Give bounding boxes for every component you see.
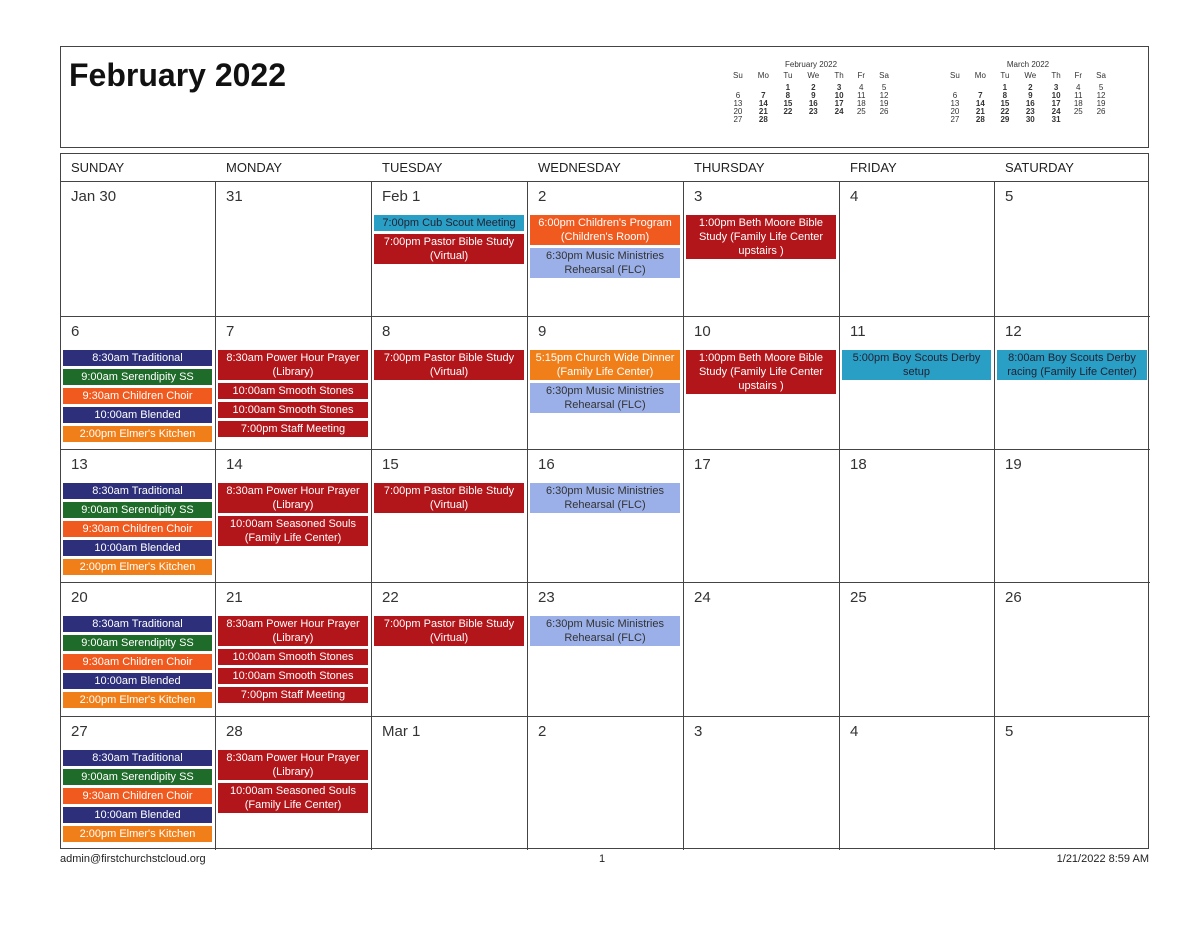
day-number: 20 bbox=[71, 589, 88, 606]
calendar-event[interactable]: 2:00pm Elmer's Kitchen bbox=[63, 559, 212, 575]
day-number: 6 bbox=[71, 323, 80, 340]
day-cell[interactable] bbox=[684, 717, 840, 850]
day-number: Feb 1 bbox=[382, 188, 421, 205]
calendar-event[interactable]: 10:00am Smooth Stones bbox=[218, 402, 368, 418]
event-list bbox=[218, 616, 368, 706]
calendar-event[interactable]: 7:00pm Staff Meeting bbox=[218, 687, 368, 703]
calendar-event[interactable]: 6:30pm Music Ministries Rehearsal (FLC) bbox=[530, 483, 680, 513]
mini-day[interactable] bbox=[850, 116, 872, 124]
event-list bbox=[530, 215, 680, 281]
mini-day[interactable]: 7 bbox=[761, 91, 766, 100]
event-list bbox=[686, 215, 836, 262]
mini-day[interactable]: 2 bbox=[811, 83, 816, 92]
day-number: 4 bbox=[850, 188, 859, 205]
day-cell[interactable] bbox=[840, 317, 995, 450]
event-list bbox=[374, 616, 524, 649]
calendar-event[interactable]: 5:15pm Church Wide Dinner (Family Life Center) bbox=[530, 350, 680, 380]
mini-day[interactable]: 1 bbox=[785, 83, 791, 92]
calendar-event[interactable]: 7:00pm Pastor Bible Study (Virtual) bbox=[374, 483, 524, 513]
day-number: 10 bbox=[694, 323, 711, 340]
mini-day[interactable]: 10 bbox=[834, 91, 844, 100]
day-number: 31 bbox=[226, 188, 243, 205]
day-number: 25 bbox=[850, 589, 867, 606]
day-cell[interactable] bbox=[61, 182, 216, 317]
weekday-header-row bbox=[61, 154, 1148, 182]
event-list bbox=[842, 350, 991, 383]
weekday-header-wednesday: WEDNESDAY bbox=[538, 160, 621, 175]
calendar-event[interactable]: 1:00pm Beth Moore Bible Study (Family Life Center upstairs ) bbox=[686, 215, 836, 259]
calendar-event[interactable]: 10:00am Seasoned Souls (Family Life Center) bbox=[218, 516, 368, 546]
footer-page-number: 1 bbox=[599, 853, 606, 865]
day-number: 15 bbox=[382, 456, 399, 473]
day-cell[interactable] bbox=[216, 450, 372, 583]
mini-day[interactable]: 24 bbox=[1051, 107, 1061, 116]
day-number: 24 bbox=[694, 589, 711, 606]
mini-day[interactable]: 12 bbox=[1096, 91, 1106, 100]
calendar-event[interactable]: 7:00pm Staff Meeting bbox=[218, 421, 368, 437]
day-number: 14 bbox=[226, 456, 243, 473]
mini-weekday-label: Th bbox=[1051, 71, 1061, 80]
calendar-event[interactable]: 8:00am Boy Scouts Derby racing (Family Life Center) bbox=[997, 350, 1147, 380]
mini-calendar-title: February 2022 bbox=[784, 60, 838, 69]
calendar-event[interactable]: 10:00am Smooth Stones bbox=[218, 383, 368, 399]
calendar-event[interactable]: 9:30am Children Choir bbox=[63, 521, 212, 537]
mini-day[interactable]: 21 bbox=[975, 107, 985, 116]
month-grid bbox=[60, 153, 1149, 849]
mini-day[interactable]: 15 bbox=[783, 99, 793, 108]
calendar-event[interactable]: 10:00am Smooth Stones bbox=[218, 649, 368, 665]
mini-weekday-label: Su bbox=[950, 71, 960, 80]
day-cell[interactable] bbox=[528, 317, 684, 450]
day-number: 3 bbox=[694, 723, 703, 740]
mini-day[interactable]: 16 bbox=[808, 99, 818, 108]
mini-day[interactable]: 26 bbox=[879, 107, 889, 116]
day-number: 21 bbox=[226, 589, 243, 606]
event-list bbox=[374, 483, 524, 516]
calendar-event[interactable]: 6:00pm Children's Program (Children's Room) bbox=[530, 215, 680, 245]
mini-weekday-label: Sa bbox=[879, 71, 889, 80]
day-cell[interactable] bbox=[216, 717, 372, 850]
day-number: 8 bbox=[382, 323, 391, 340]
mini-day[interactable]: 5 bbox=[1098, 83, 1104, 92]
mini-day[interactable]: 28 bbox=[975, 115, 985, 124]
mini-day[interactable]: 4 bbox=[1076, 83, 1081, 92]
calendar-event[interactable]: 8:30am Power Hour Prayer (Library) bbox=[218, 616, 368, 646]
day-cell[interactable] bbox=[995, 317, 1150, 450]
calendar-event[interactable]: 2:00pm Elmer's Kitchen bbox=[63, 692, 212, 708]
day-number: 2 bbox=[538, 188, 547, 205]
mini-day[interactable]: 25 bbox=[1073, 107, 1083, 116]
mini-day[interactable]: 25 bbox=[856, 107, 866, 116]
day-cell[interactable] bbox=[61, 583, 216, 717]
calendar-event[interactable]: 9:00am Serendipity SS bbox=[63, 635, 212, 651]
day-number: 27 bbox=[71, 723, 88, 740]
day-number: 3 bbox=[694, 188, 703, 205]
mini-day[interactable]: 6 bbox=[735, 91, 741, 100]
mini-day[interactable]: 4 bbox=[859, 83, 864, 92]
calendar-event[interactable]: 9:30am Children Choir bbox=[63, 388, 212, 404]
mini-day[interactable]: 13 bbox=[733, 99, 743, 108]
calendar-event[interactable]: 10:00am Blended bbox=[63, 540, 212, 556]
event-list bbox=[374, 215, 524, 267]
calendar-event[interactable]: 10:00am Seasoned Souls (Family Life Center) bbox=[218, 783, 368, 813]
event-list bbox=[218, 483, 368, 549]
day-cell[interactable] bbox=[528, 583, 684, 717]
mini-day[interactable]: 17 bbox=[1051, 99, 1061, 108]
mini-day[interactable]: 22 bbox=[783, 107, 793, 116]
calendar-event[interactable]: 10:00am Smooth Stones bbox=[218, 668, 368, 684]
mini-day[interactable]: 19 bbox=[879, 99, 889, 108]
calendar-event[interactable]: 9:30am Children Choir bbox=[63, 788, 212, 804]
mini-day[interactable]: 18 bbox=[856, 99, 866, 108]
mini-day[interactable]: 16 bbox=[1025, 99, 1035, 108]
mini-day[interactable]: 7 bbox=[978, 91, 983, 100]
footer-printed-timestamp: 1/21/2022 8:59 AM bbox=[1056, 853, 1149, 865]
mini-day[interactable]: 3 bbox=[1053, 83, 1059, 92]
day-cell[interactable] bbox=[995, 450, 1150, 583]
mini-weekday-label: Tu bbox=[783, 71, 793, 80]
event-list bbox=[686, 350, 836, 397]
event-list bbox=[530, 483, 680, 516]
calendar-event[interactable]: 9:00am Serendipity SS bbox=[63, 369, 212, 385]
mini-day[interactable]: 27 bbox=[733, 115, 743, 124]
day-number: 9 bbox=[538, 323, 547, 340]
mini-weekday-label: Mo bbox=[757, 71, 769, 80]
event-list bbox=[218, 350, 368, 440]
day-number: 4 bbox=[850, 723, 859, 740]
mini-day[interactable]: 23 bbox=[808, 107, 818, 116]
day-cell[interactable] bbox=[61, 450, 216, 583]
day-cell[interactable] bbox=[372, 717, 528, 850]
day-cell[interactable] bbox=[61, 317, 216, 450]
mini-day[interactable]: 20 bbox=[733, 107, 743, 116]
mini-calendar-february bbox=[726, 60, 896, 124]
day-cell[interactable] bbox=[840, 717, 995, 850]
day-number: Mar 1 bbox=[382, 723, 421, 740]
calendar-event[interactable]: 7:00pm Pastor Bible Study (Virtual) bbox=[374, 350, 524, 380]
mini-day[interactable]: 13 bbox=[950, 99, 960, 108]
calendar-event[interactable]: 8:30am Traditional bbox=[63, 750, 212, 766]
mini-day[interactable] bbox=[777, 116, 799, 124]
mini-day[interactable]: 6 bbox=[952, 91, 958, 100]
day-cell[interactable] bbox=[995, 583, 1150, 717]
calendar-event[interactable]: 6:30pm Music Ministries Rehearsal (FLC) bbox=[530, 383, 680, 413]
mini-weekday-label: Th bbox=[834, 71, 844, 80]
event-list bbox=[530, 350, 680, 416]
day-number: 12 bbox=[1005, 323, 1022, 340]
day-cell[interactable] bbox=[684, 317, 840, 450]
weekday-header-tuesday: TUESDAY bbox=[382, 160, 443, 175]
calendar-event[interactable]: 5:00pm Boy Scouts Derby setup bbox=[842, 350, 991, 380]
mini-day[interactable]: 14 bbox=[758, 99, 768, 108]
day-number: 5 bbox=[1005, 723, 1014, 740]
day-cell[interactable] bbox=[684, 450, 840, 583]
day-number: 28 bbox=[226, 723, 243, 740]
mini-weekday-label: Fr bbox=[1074, 71, 1083, 80]
mini-day[interactable]: 9 bbox=[811, 91, 816, 100]
day-number: 23 bbox=[538, 589, 555, 606]
calendar-event[interactable]: 8:30am Power Hour Prayer (Library) bbox=[218, 483, 368, 513]
mini-weekday-label: We bbox=[1024, 71, 1037, 80]
day-cell[interactable] bbox=[995, 182, 1150, 317]
mini-weekday-label: Mo bbox=[974, 71, 986, 80]
calendar-event[interactable]: 9:00am Serendipity SS bbox=[63, 769, 212, 785]
calendar-header bbox=[60, 46, 1149, 148]
mini-weekday-label: Su bbox=[733, 71, 743, 80]
mini-day[interactable]: 30 bbox=[1025, 115, 1035, 124]
calendar-event[interactable]: 10:00am Blended bbox=[63, 673, 212, 689]
calendar-event[interactable]: 8:30am Traditional bbox=[63, 350, 212, 366]
mini-day[interactable]: 21 bbox=[758, 107, 768, 116]
mini-day[interactable]: 31 bbox=[1051, 115, 1061, 124]
mini-day[interactable] bbox=[1067, 116, 1089, 124]
mini-weekday-label: Sa bbox=[1096, 71, 1106, 80]
event-list bbox=[63, 750, 212, 845]
mini-day[interactable] bbox=[799, 116, 828, 124]
mini-day[interactable]: 9 bbox=[1028, 91, 1033, 100]
day-cell[interactable] bbox=[528, 717, 684, 850]
event-list bbox=[374, 350, 524, 383]
calendar-event[interactable]: 2:00pm Elmer's Kitchen bbox=[63, 426, 212, 442]
day-cell[interactable] bbox=[684, 182, 840, 317]
day-number: 17 bbox=[694, 456, 711, 473]
weekday-header-monday: MONDAY bbox=[226, 160, 283, 175]
day-cell[interactable] bbox=[528, 450, 684, 583]
mini-calendar-title: March 2022 bbox=[1006, 60, 1050, 69]
weekday-header-thursday: THURSDAY bbox=[694, 160, 765, 175]
weekday-header-sunday: SUNDAY bbox=[71, 160, 125, 175]
day-cell[interactable] bbox=[216, 182, 372, 317]
calendar-event[interactable]: 6:30pm Music Ministries Rehearsal (FLC) bbox=[530, 616, 680, 646]
mini-day[interactable] bbox=[872, 116, 896, 124]
footer-email: admin@firstchurchstcloud.org bbox=[60, 853, 206, 865]
mini-day[interactable] bbox=[1089, 116, 1113, 124]
day-cell[interactable] bbox=[216, 583, 372, 717]
calendar-event[interactable]: 2:00pm Elmer's Kitchen bbox=[63, 826, 212, 842]
day-cell[interactable] bbox=[372, 450, 528, 583]
mini-calendar-table bbox=[943, 72, 1113, 124]
day-number: 16 bbox=[538, 456, 555, 473]
day-number: 2 bbox=[538, 723, 547, 740]
mini-weekday-label: We bbox=[807, 71, 820, 80]
calendar-event[interactable]: 9:00am Serendipity SS bbox=[63, 502, 212, 518]
mini-day[interactable]: 12 bbox=[879, 91, 889, 100]
day-number: 5 bbox=[1005, 188, 1014, 205]
mini-day[interactable]: 2 bbox=[1028, 83, 1033, 92]
day-cell[interactable] bbox=[528, 182, 684, 317]
mini-day[interactable]: 10 bbox=[1051, 91, 1061, 100]
day-number: 26 bbox=[1005, 589, 1022, 606]
mini-day[interactable]: 26 bbox=[1096, 107, 1106, 116]
calendar-event[interactable]: 8:30am Power Hour Prayer (Library) bbox=[218, 750, 368, 780]
calendar-event[interactable]: 6:30pm Music Ministries Rehearsal (FLC) bbox=[530, 248, 680, 278]
event-list bbox=[530, 616, 680, 649]
mini-day[interactable]: 28 bbox=[758, 115, 768, 124]
calendar-event[interactable]: 7:00pm Cub Scout Meeting bbox=[374, 215, 524, 231]
day-cell[interactable] bbox=[372, 182, 528, 317]
weekday-header-friday: FRIDAY bbox=[850, 160, 897, 175]
mini-day[interactable]: 3 bbox=[836, 83, 842, 92]
day-cell[interactable] bbox=[840, 450, 995, 583]
mini-day[interactable]: 5 bbox=[881, 83, 887, 92]
mini-day[interactable]: 20 bbox=[950, 107, 960, 116]
event-list bbox=[63, 483, 212, 578]
weekday-header-saturday: SATURDAY bbox=[1005, 160, 1074, 175]
calendar-event[interactable]: 7:00pm Pastor Bible Study (Virtual) bbox=[374, 616, 524, 646]
mini-day[interactable]: 23 bbox=[1025, 107, 1035, 116]
mini-day[interactable]: 8 bbox=[1002, 91, 1008, 100]
page-title: February 2022 bbox=[69, 57, 287, 93]
mini-day[interactable]: 11 bbox=[857, 91, 866, 100]
day-cell[interactable] bbox=[995, 717, 1150, 850]
mini-day[interactable]: 22 bbox=[1000, 107, 1010, 116]
calendar-event[interactable]: 8:30am Traditional bbox=[63, 616, 212, 632]
mini-calendar-march bbox=[943, 60, 1113, 124]
day-number: Jan 30 bbox=[71, 188, 117, 205]
day-cell[interactable] bbox=[216, 317, 372, 450]
mini-day[interactable]: 14 bbox=[975, 99, 985, 108]
mini-day[interactable]: 27 bbox=[950, 115, 960, 124]
day-cell[interactable] bbox=[840, 182, 995, 317]
day-number: 22 bbox=[382, 589, 399, 606]
calendar-event[interactable]: 8:30am Traditional bbox=[63, 483, 212, 499]
mini-day[interactable]: 8 bbox=[785, 91, 791, 100]
event-list bbox=[218, 750, 368, 816]
mini-day[interactable]: 18 bbox=[1073, 99, 1083, 108]
calendar-event[interactable]: 8:30am Power Hour Prayer (Library) bbox=[218, 350, 368, 380]
event-list bbox=[997, 350, 1147, 383]
day-number: 7 bbox=[226, 323, 235, 340]
mini-calendar-table bbox=[726, 72, 896, 124]
day-number: 19 bbox=[1005, 456, 1022, 473]
day-number: 13 bbox=[71, 456, 88, 473]
day-number: 18 bbox=[850, 456, 867, 473]
mini-day[interactable]: 17 bbox=[834, 99, 844, 108]
calendar-event[interactable]: 1:00pm Beth Moore Bible Study (Family Life Center upstairs ) bbox=[686, 350, 836, 394]
day-cell[interactable] bbox=[61, 717, 216, 850]
day-cell[interactable] bbox=[372, 317, 528, 450]
calendar-event[interactable]: 7:00pm Pastor Bible Study (Virtual) bbox=[374, 234, 524, 264]
mini-day[interactable]: 1 bbox=[1002, 83, 1008, 92]
event-list bbox=[63, 350, 212, 445]
day-cell[interactable] bbox=[372, 583, 528, 717]
mini-day[interactable]: 19 bbox=[1096, 99, 1106, 108]
day-number: 11 bbox=[850, 323, 866, 340]
mini-day[interactable]: 15 bbox=[1000, 99, 1010, 108]
event-list bbox=[63, 616, 212, 711]
mini-weekday-label: Fr bbox=[857, 71, 866, 80]
mini-day[interactable] bbox=[828, 116, 851, 124]
calendar-event[interactable]: 10:00am Blended bbox=[63, 807, 212, 823]
mini-day[interactable]: 29 bbox=[1000, 115, 1010, 124]
day-cell[interactable] bbox=[840, 583, 995, 717]
calendar-event[interactable]: 9:30am Children Choir bbox=[63, 654, 212, 670]
mini-day[interactable]: 11 bbox=[1074, 91, 1083, 100]
day-cell[interactable] bbox=[684, 583, 840, 717]
mini-day[interactable]: 24 bbox=[834, 107, 844, 116]
calendar-event[interactable]: 10:00am Blended bbox=[63, 407, 212, 423]
mini-weekday-label: Tu bbox=[1000, 71, 1010, 80]
